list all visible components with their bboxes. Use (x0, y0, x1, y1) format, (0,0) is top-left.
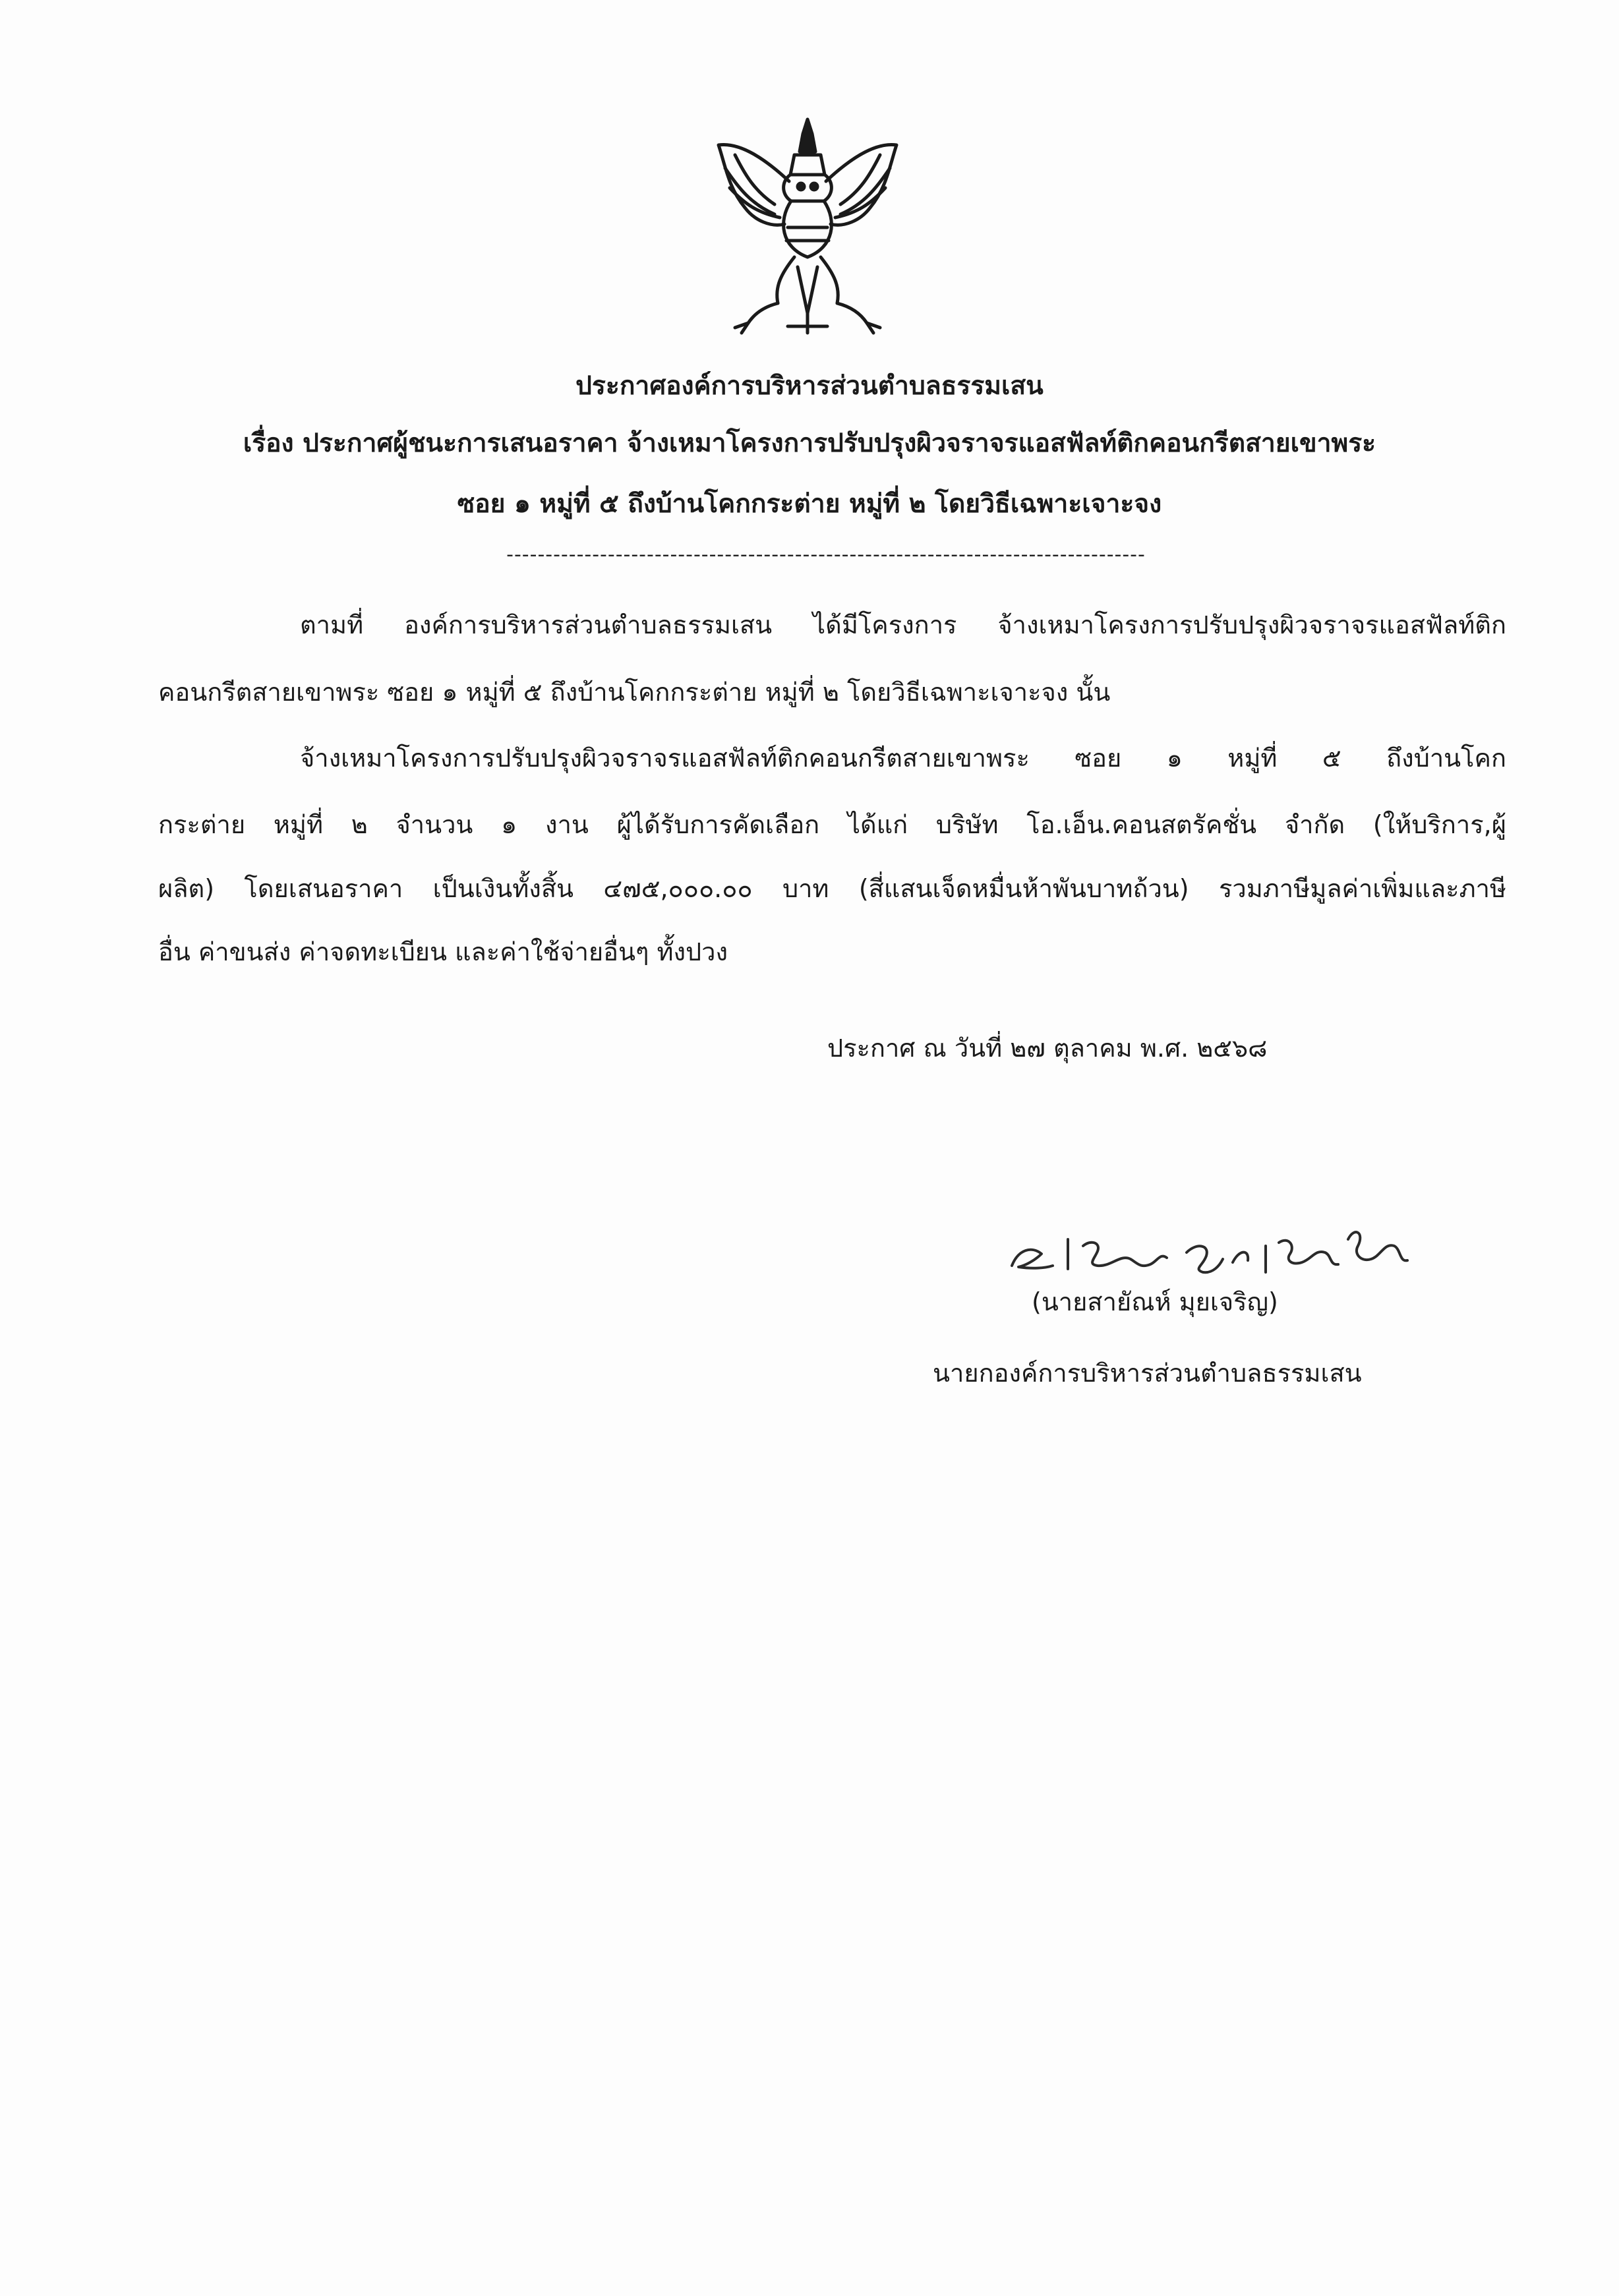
paragraph-2-line-3: ผลิต) โดยเสนอราคา เป็นเงินทั้งสิ้น ๔๗๕,๐๐๐.๐๐ บาท (สี่แสนเจ็ดหมื่นห้าพันบาทถ้วน) รวมภาษีมูลค่าเพิ่มและภาษี (158, 874, 1506, 903)
announcement-organization-title: ประกาศองค์การบริหารส่วนตำบลธรรมเสน (575, 371, 1044, 401)
garuda-emblem-icon (709, 115, 906, 339)
header-divider: ---------------------------------------------------------------------------------- (506, 543, 1146, 566)
paragraph-1-line-2: คอนกรีตสายเขาพระ ซอย ๑ หมู่ที่ ๕ ถึงบ้านโคกกระต่าย หมู่ที่ ๒ โดยวิธีเฉพาะเจาะจง นั้น (158, 678, 1111, 707)
announcement-subject-line-2: ซอย ๑ หมู่ที่ ๕ ถึงบ้านโคกกระต่าย หมู่ที่ ๒ โดยวิธีเฉพาะเจาะจง (457, 489, 1162, 519)
paragraph-1-line-1: ตามที่ องค์การบริหารส่วนตำบลธรรมเสน ได้มีโครงการ จ้างเหมาโครงการปรับปรุงผิวจราจรแอสฟัลท์ติก (300, 610, 1506, 639)
announcement-subject-line-1: เรื่อง ประกาศผู้ชนะการเสนอราคา จ้างเหมาโครงการปรับปรุงผิวจราจรแอสฟัลท์ติกคอนกรีตสายเขาพระ (243, 428, 1376, 458)
signatory-position: นายกองค์การบริหารส่วนตำบลธรรมเสน (933, 1359, 1362, 1388)
signatory-name: (นายสายัณห์ มุยเจริญ) (1032, 1287, 1278, 1316)
paragraph-2-line-2: กระต่าย หมู่ที่ ๒ จำนวน ๑ งาน ผู้ได้รับการคัดเลือก ได้แก่ บริษัท โอ.เอ็น.คอนสตรัคชั่น จำกัด (ให้บริการ,ผู้ (158, 810, 1506, 839)
paragraph-2-line-4: อื่น ค่าขนส่ง ค่าจดทะเบียน และค่าใช้จ่ายอื่นๆ ทั้งปวง (158, 937, 728, 966)
announcement-date: ประกาศ ณ วันที่ ๒๗ ตุลาคม พ.ศ. ๒๕๖๘ (827, 1034, 1268, 1063)
paragraph-2-line-1: จ้างเหมาโครงการปรับปรุงผิวจราจรแอสฟัลท์ติกคอนกรีตสายเขาพระ ซอย ๑ หมู่ที่ ๕ ถึงบ้านโคก (300, 744, 1506, 773)
handwritten-signature-icon (1005, 1213, 1434, 1285)
